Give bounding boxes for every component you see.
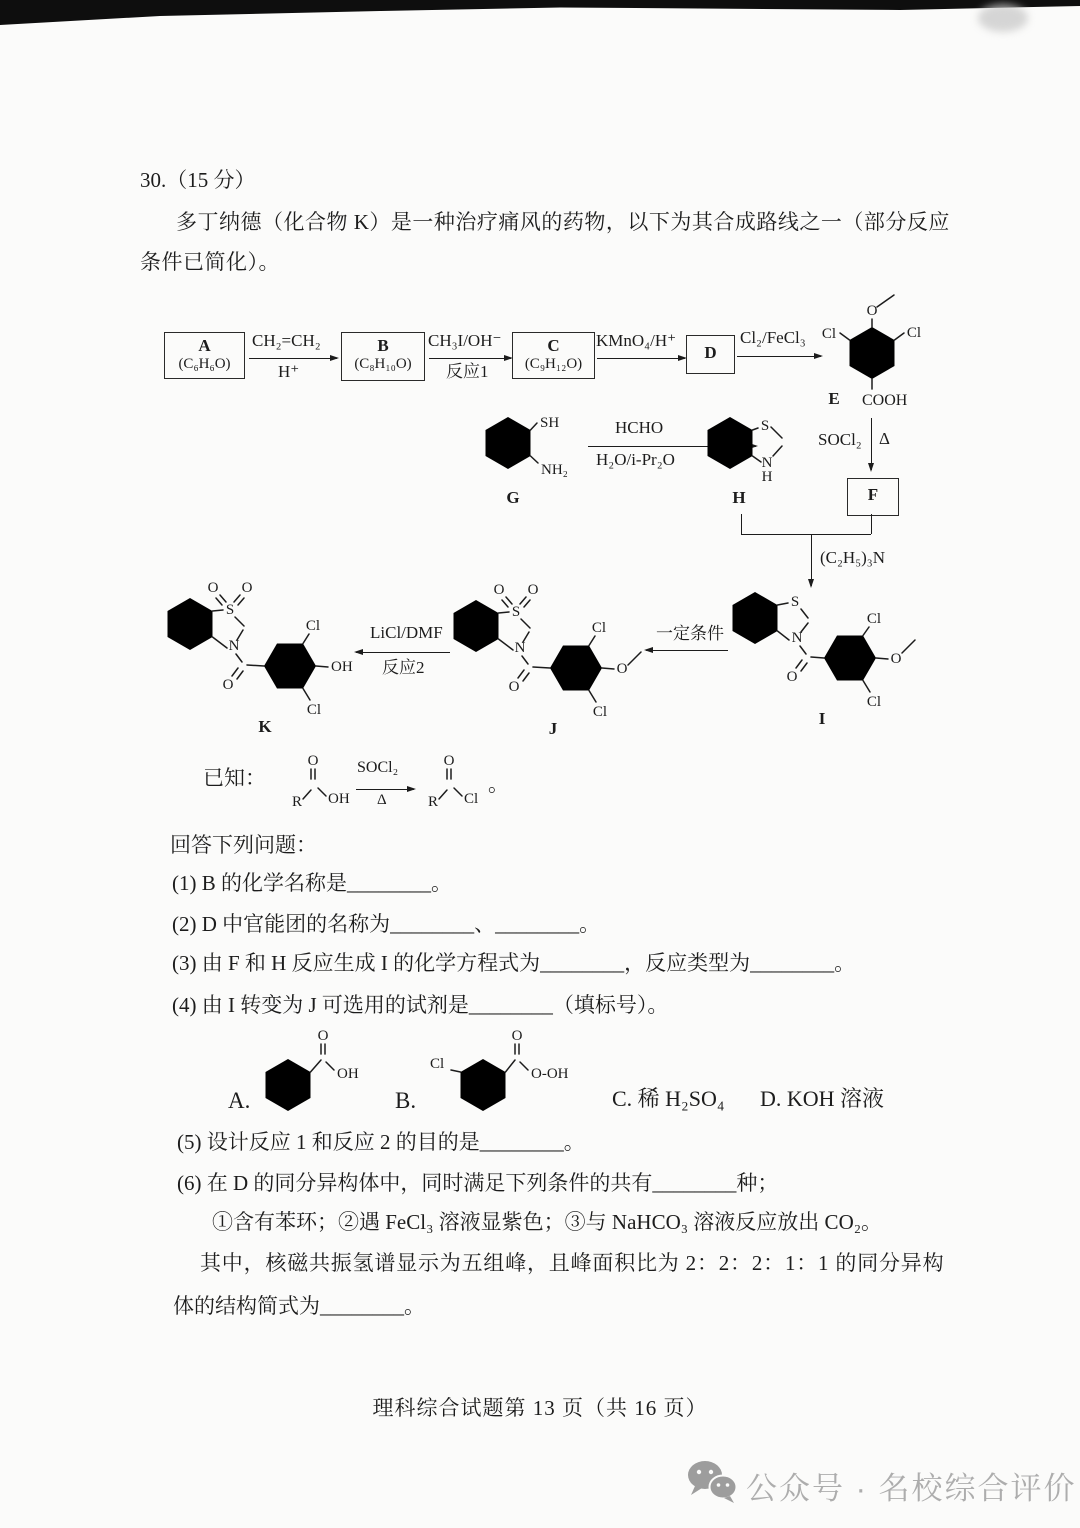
option-D-label: D. KOH 溶液 bbox=[760, 1086, 885, 1111]
structure-J bbox=[430, 578, 685, 740]
structure-I bbox=[700, 582, 975, 732]
condition-reaction1: 反应1 bbox=[446, 362, 489, 381]
structure-H bbox=[693, 404, 818, 509]
scan-smudge bbox=[978, 4, 1028, 32]
group-o-oh: O-OH bbox=[531, 1066, 569, 1082]
group-nh2: NH₂ bbox=[541, 462, 568, 478]
reagent-ch3i: CH₃I/OH⁻ bbox=[428, 331, 502, 350]
label-K: K bbox=[258, 717, 272, 736]
atom-O: O bbox=[527, 582, 539, 598]
compound-box-C bbox=[512, 332, 595, 379]
arrow-a-to-b bbox=[249, 358, 337, 359]
reagent-ethylene: CH₂=CH₂ bbox=[252, 331, 321, 350]
question-6-conditions: ①含有苯环；②遇 FeCl₃ 溶液显紫色；③与 NaHCO₃ 溶液反应放出 CO₂。 bbox=[212, 1210, 883, 1234]
atom-O: O bbox=[508, 679, 520, 695]
compound-box-B bbox=[341, 332, 425, 381]
reagent-socl2: SOCl₂ bbox=[818, 430, 862, 449]
atom-Cl: Cl bbox=[821, 326, 837, 342]
atom-N: N bbox=[228, 638, 240, 654]
atom-Cl: Cl bbox=[592, 704, 608, 720]
arrow-hf-to-i bbox=[811, 534, 812, 586]
atom-O: O bbox=[511, 1028, 523, 1044]
compound-box-A bbox=[164, 332, 245, 379]
condition-yiding-tiaojian: 一定条件 bbox=[656, 624, 724, 643]
label-H: H bbox=[732, 488, 746, 507]
atom-O: O bbox=[493, 582, 505, 598]
atom-O: O bbox=[866, 303, 878, 319]
atom-O: O bbox=[241, 580, 253, 596]
label-G: G bbox=[506, 488, 520, 507]
wechat-icon bbox=[686, 1460, 740, 1504]
atom-Cl: Cl bbox=[430, 1056, 445, 1072]
condition-delta: Δ bbox=[879, 429, 890, 448]
structure-rcooh bbox=[276, 746, 376, 816]
option-B-label: B. bbox=[395, 1088, 417, 1113]
atom-Cl: Cl bbox=[906, 325, 922, 341]
reagent-triethylamine: (C₂H₅)₃N bbox=[820, 548, 885, 567]
group-cooh: COOH bbox=[862, 392, 908, 409]
watermark-text: 公众号 · 名校综合评价 bbox=[746, 1471, 1077, 1506]
known-arrow bbox=[356, 789, 414, 790]
question-6: (6) 在 D 的同分异构体中，同时满足下列条件的共有________种； bbox=[177, 1171, 779, 1195]
known-lead: 已知： bbox=[203, 766, 266, 790]
reagent-kmno4: KMnO₄/H⁺ bbox=[596, 331, 677, 350]
atom-O: O bbox=[616, 661, 628, 677]
known-condition-delta: Δ bbox=[377, 792, 387, 808]
question-6-line3: 体的结构简式为________。 bbox=[173, 1294, 425, 1318]
structure-E bbox=[808, 282, 948, 412]
intro-line-1: 多丁纳德（化合物 K）是一种治疗痛风的药物，以下为其合成路线之一（部分反应 bbox=[176, 210, 950, 234]
label-J: J bbox=[548, 719, 558, 738]
question-1: (1) B 的化学名称是________。 bbox=[172, 871, 452, 895]
reagent-licl-dmf: LiCl/DMF bbox=[370, 623, 443, 642]
known-reagent-socl2: SOCl₂ bbox=[357, 759, 399, 776]
question-4: (4) 由 I 转变为 J 可选用的试剂是________（填标号）。 bbox=[172, 993, 669, 1017]
atom-N: N bbox=[514, 640, 526, 656]
connector-from-F bbox=[871, 514, 872, 534]
condition-h2o-ipr2o: H₂O/i-Pr₂O bbox=[596, 450, 675, 469]
atom-S: S bbox=[225, 602, 235, 618]
question-number: 30.（15 分） bbox=[140, 168, 256, 192]
atom-Cl: Cl bbox=[866, 694, 882, 710]
connector-from-H bbox=[741, 514, 742, 534]
atom-O: O bbox=[222, 677, 234, 693]
atom-O: O bbox=[786, 669, 798, 685]
atom-O: O bbox=[317, 1028, 329, 1044]
label-I: I bbox=[818, 709, 826, 728]
reagent-cl2-fecl3: Cl₂/FeCl₃ bbox=[740, 328, 806, 347]
atom-O: O bbox=[443, 753, 455, 769]
compound-A-formula: (C₆H₆O) bbox=[178, 356, 231, 373]
atom-Cl: Cl bbox=[591, 620, 607, 636]
compound-D-label: D bbox=[704, 343, 717, 362]
known-period: 。 bbox=[488, 772, 509, 796]
option-A-structure bbox=[260, 1026, 370, 1118]
structure-G bbox=[458, 404, 588, 509]
group-oh: OH bbox=[328, 791, 350, 807]
question-5: (5) 设计反应 1 和反应 2 的目的是________。 bbox=[177, 1130, 585, 1154]
atom-Cl: Cl bbox=[866, 611, 882, 627]
compound-B-formula: (C₈H₁₀O) bbox=[354, 356, 412, 373]
compound-A-label: A bbox=[198, 336, 211, 355]
condition-h-plus: H⁺ bbox=[278, 362, 300, 381]
atom-Cl: Cl bbox=[305, 618, 321, 634]
scan-artifact-bar bbox=[0, 0, 1080, 25]
atom-R: R bbox=[291, 794, 303, 810]
compound-B-label: B bbox=[377, 336, 389, 355]
atom-O: O bbox=[307, 753, 319, 769]
question-6-line2: 其中，核磁共振氢谱显示为五组峰，且峰面积比为 2：2：2：1：1 的同分异构 bbox=[200, 1251, 945, 1275]
question-2: (2) D 中官能团的名称为________、________。 bbox=[172, 912, 601, 936]
reagent-hcho: HCHO bbox=[615, 418, 664, 437]
option-C-label: C. 稀 H₂SO₄ bbox=[612, 1086, 725, 1111]
group-oh: OH bbox=[331, 659, 353, 675]
compound-C-label: C bbox=[547, 336, 560, 355]
arrow-e-to-f bbox=[871, 418, 872, 470]
atom-N: N bbox=[791, 630, 803, 646]
compound-F-label: F bbox=[867, 485, 879, 504]
atom-O: O bbox=[890, 651, 902, 667]
intro-line-2: 条件已简化）。 bbox=[140, 250, 280, 274]
atom-S: S bbox=[760, 418, 770, 434]
atom-Cl: Cl bbox=[464, 791, 479, 807]
arrow-b-to-c bbox=[429, 358, 511, 359]
connector-join bbox=[741, 534, 871, 535]
compound-C-formula: (C₉H₁₂O) bbox=[524, 356, 583, 373]
atom-N: N bbox=[761, 455, 773, 471]
compound-box-F bbox=[847, 478, 899, 516]
option-A-label: A. bbox=[228, 1088, 251, 1113]
arrow-c-to-d bbox=[597, 358, 685, 359]
questions-lead: 回答下列问题： bbox=[170, 833, 317, 857]
atom-S: S bbox=[511, 604, 521, 620]
group-sh: SH bbox=[540, 415, 560, 431]
compound-box-D bbox=[686, 335, 735, 374]
page-footer: 理科综合试题第 13 页（共 16 页） bbox=[372, 1396, 708, 1420]
label-E: E bbox=[828, 389, 840, 408]
atom-Cl: Cl bbox=[306, 702, 322, 718]
option-B-structure bbox=[420, 1026, 590, 1118]
atom-S: S bbox=[790, 594, 800, 610]
atom-O: O bbox=[207, 580, 219, 596]
atom-R: R bbox=[427, 794, 439, 810]
condition-reaction2: 反应2 bbox=[382, 658, 425, 677]
structure-K bbox=[144, 572, 404, 744]
atom-H: H bbox=[761, 469, 773, 485]
question-3: (3) 由 F 和 H 反应生成 I 的化学方程式为________，反应类型为________。 bbox=[172, 951, 856, 975]
group-oh: OH bbox=[337, 1066, 359, 1082]
